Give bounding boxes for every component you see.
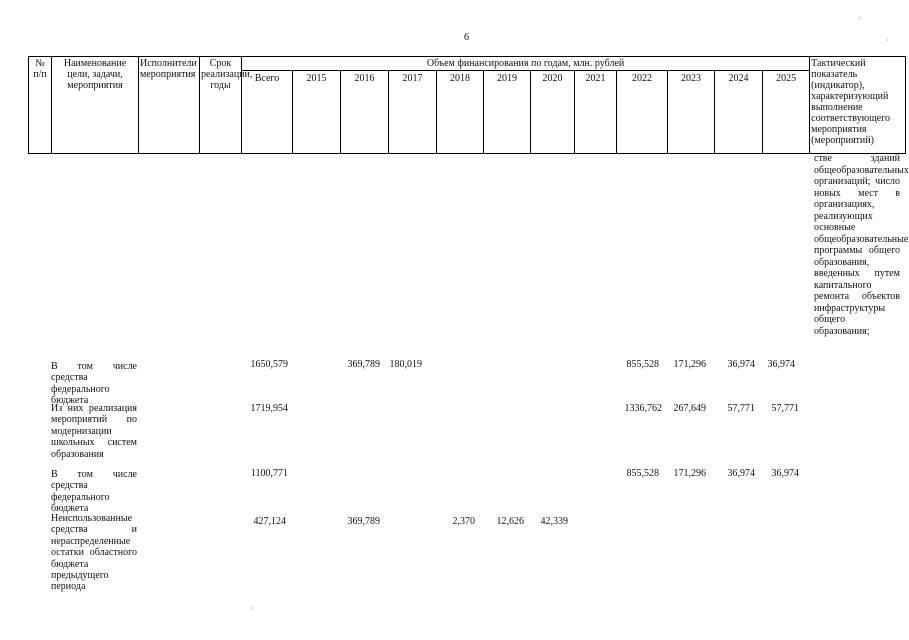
year-header: 2023: [668, 71, 715, 154]
scan-speck: ·: [858, 14, 861, 23]
scan-speck: ·: [886, 36, 889, 45]
year-header: 2018: [437, 71, 484, 154]
cell-2016: 369,789: [347, 516, 380, 527]
row-label: Неиспользованные средства и нераспределенные остатки областного бюджета предыдущего периода: [51, 513, 137, 593]
cell-2017: 180,019: [389, 359, 422, 370]
col-num-header: № п/п: [29, 57, 52, 154]
cell-2023: 267,649: [673, 403, 706, 414]
year-header: 2020: [531, 71, 575, 154]
cell-2022: 855,528: [626, 359, 659, 370]
col-name-header: Наименование цели, задачи, мероприятия: [52, 57, 139, 154]
cell-2020: 42,339: [540, 516, 568, 527]
row-label: В том числе средства федерального бюджета: [51, 361, 137, 407]
cell-2023: 171,296: [673, 359, 706, 370]
cell-total: 427,124: [253, 516, 286, 527]
funding-title-header: Объем финансирования по годам, млн. рублей: [242, 57, 810, 71]
row-label: В том числе средства федерального бюджета: [51, 469, 137, 515]
cell-total: 1719,954: [250, 403, 288, 414]
header-table: [28, 56, 906, 154]
cell-2018: 2,370: [452, 516, 475, 527]
cell-total: 1650,579: [250, 359, 288, 370]
year-header: 2021: [575, 71, 617, 154]
col-indicator-header: Тактический показатель (индикатор), характеризующий выполнение соответствующего мероприятия (мероприятий): [810, 57, 906, 154]
year-header: 2025: [763, 71, 810, 154]
cell-2025: 57,771: [771, 403, 799, 414]
row-label: Из них реализация мероприятий по модернизации школьных систем образования: [51, 403, 137, 460]
cell-2023: 171,296: [673, 468, 706, 479]
cell-2019: 12,626: [496, 516, 524, 527]
cell-2024: 36,974: [727, 359, 755, 370]
cell-2025: 36,974: [771, 468, 799, 479]
col-term-header: Срок реализации, годы: [200, 57, 242, 154]
year-header: 2015: [293, 71, 341, 154]
indicator-text: стве зданий общеобразовательных организаций; число новых мест в организациях, реализующих основные общеобразовательные программы общего образования, введенных путем капитального ремонта объектов инфраструктуры общего образования;: [814, 153, 909, 337]
year-header: 2019: [484, 71, 531, 154]
year-header: 2024: [715, 71, 763, 154]
year-header: 2017: [389, 71, 437, 154]
col-total-header: Всего: [242, 71, 293, 154]
year-header: 2022: [617, 71, 668, 154]
cell-2025: 36,974: [767, 359, 795, 370]
year-header: 2016: [341, 71, 389, 154]
scan-speck: ·: [250, 604, 253, 613]
cell-2016: 369,789: [347, 359, 380, 370]
page-number: 6: [464, 32, 469, 43]
cell-2024: 57,771: [727, 403, 755, 414]
cell-2022: 1336,762: [624, 403, 662, 414]
col-exec-header: Исполнители мероприятия: [139, 57, 200, 154]
cell-2024: 36,974: [727, 468, 755, 479]
cell-2022: 855,528: [626, 468, 659, 479]
cell-total: 1100,771: [250, 468, 288, 479]
